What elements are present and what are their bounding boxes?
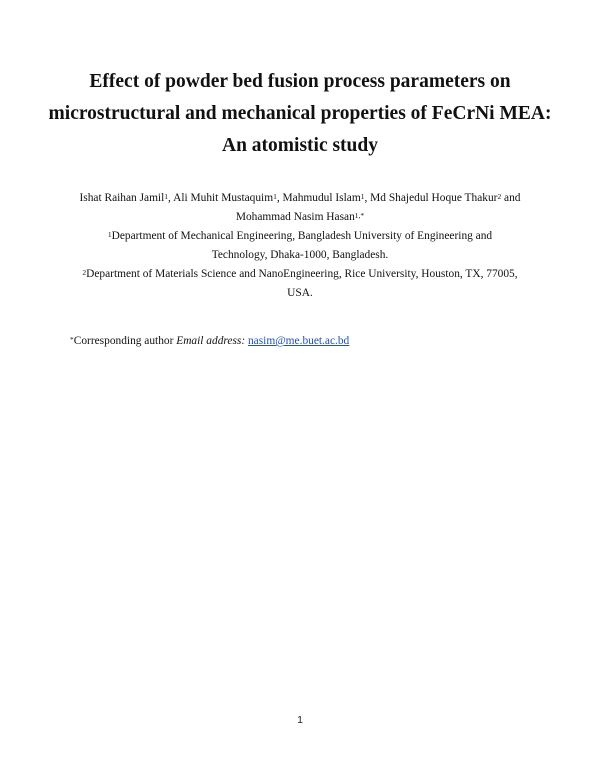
- author-affiliation-mark: 1,*: [354, 211, 365, 220]
- author-line-1: Ishat Raihan Jamil$^1$, Ali Muhit Mustaquim$^1$, Mahmudul Islam$^1$, Md Shajedul Hoque Thakur$^2$ and: [79, 192, 521, 204]
- paper-title: [40, 66, 560, 162]
- corresponding-mark: *: [70, 335, 74, 344]
- author-block: [20, 189, 580, 303]
- author-name: Ishat Raihan Jamil: [79, 192, 165, 204]
- page-number: 1: [297, 714, 303, 726]
- author-name: Mohammad Nasim Hasan: [235, 211, 355, 223]
- author-affiliation-mark: 2: [497, 192, 502, 201]
- affiliation-1-line-1: Department of Mechanical Engineering, Bangladesh University of Engineering and: [111, 230, 493, 242]
- corresponding-author-note: [70, 332, 349, 351]
- title-line-1: Effect of powder bed fusion process parameters on: [89, 71, 511, 92]
- affiliation-mark: 2: [82, 268, 87, 277]
- affiliation-2-line-1: Department of Materials Science and NanoEngineering, Rice University, Houston, TX, 77005,: [86, 268, 518, 280]
- email-label: Email address:: [176, 335, 246, 347]
- affiliation-2-line-2: USA.: [287, 287, 313, 299]
- affiliation-1: [20, 227, 580, 246]
- affiliation-2: [20, 265, 580, 284]
- author-name: Mahmudul Islam: [282, 192, 361, 204]
- title-line-3: An atomistic study: [221, 135, 378, 156]
- author-affiliation-mark: 1: [360, 192, 365, 201]
- author-affiliation-mark: 1: [273, 192, 277, 201]
- author-name: Ali Muhit Mustaquim: [173, 192, 274, 204]
- email-link[interactable]: nasim@me.buet.ac.bd: [247, 335, 350, 347]
- affiliation-mark: 1: [107, 230, 112, 239]
- author-name: Md Shajedul Hoque Thakur: [370, 192, 498, 204]
- affiliation-1-line-2: Technology, Dhaka-1000, Bangladesh.: [211, 249, 389, 261]
- corresponding-label: Corresponding author: [73, 335, 177, 347]
- author-affiliation-mark: 1: [164, 192, 169, 201]
- author-line-2: [20, 208, 580, 227]
- title-line-2: microstructural and mechanical properties of FeCrNi MEA:: [48, 103, 552, 124]
